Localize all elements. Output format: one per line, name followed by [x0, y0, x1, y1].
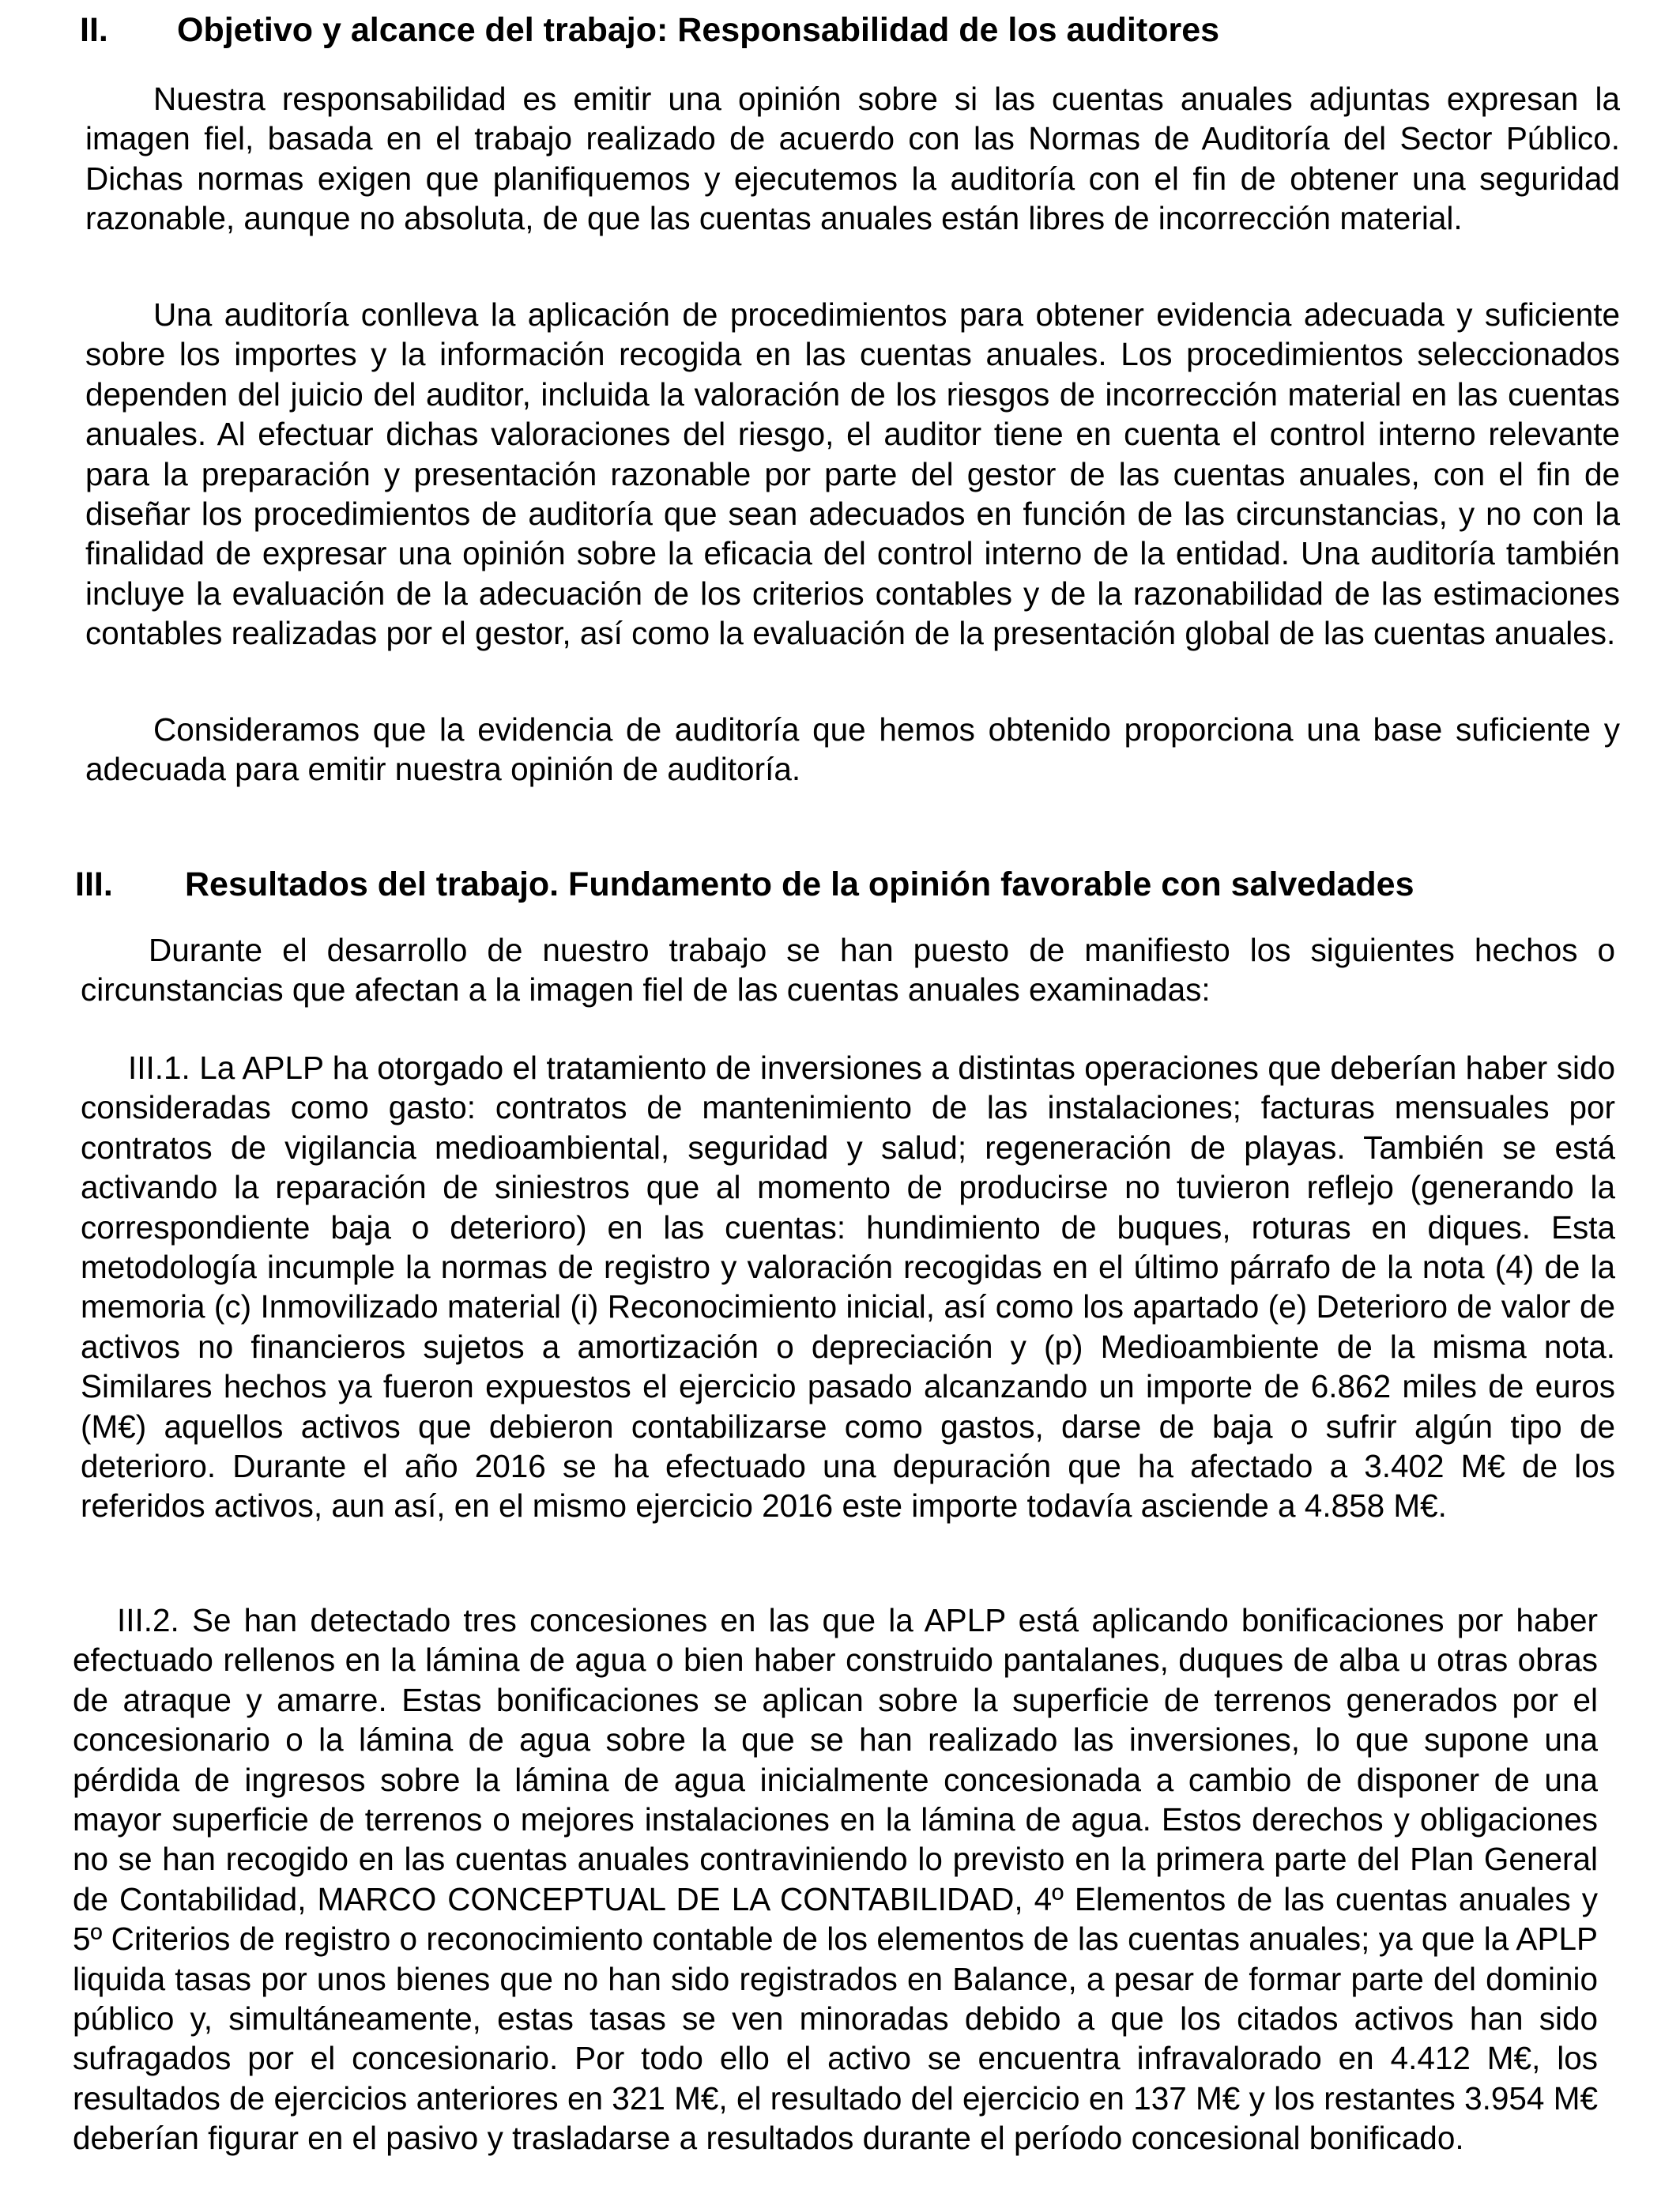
- section-ii-paragraph-1: Nuestra responsabilidad es emitir una opinión sobre si las cuentas anuales adjuntas expresan la imagen fiel, basada en el trabajo realizado de acuerdo con las Normas de Auditoría del Sector Público. Dichas normas exigen que planifiquemos y ejecutemos la auditoría con el fin de obtener una seguridad razonable, aunque no absoluta, de que las cuentas anuales están libres de incorrección material.: [85, 81, 1620, 237]
- section-ii-paragraph-3: Consideramos que la evidencia de auditoría que hemos obtenido proporciona una base suficiente y adecuada para emitir nuestra opinión de auditoría.: [85, 711, 1620, 788]
- section-ii-number: II.: [80, 11, 108, 49]
- section-ii-title: Objetivo y alcance del trabajo: Responsabilidad de los auditores: [177, 11, 1220, 49]
- section-iii-number: III.: [75, 865, 113, 903]
- finding-iii-1: III.1. La APLP ha otorgado el tratamiento de inversiones a distintas operaciones que deberían haber sido consideradas como gasto: contratos de mantenimiento de las instalaciones; facturas mensuales por contratos de vigilancia medioambiental, seguridad y salud; regeneración de playas. También se está activando la reparación de siniestros que al momento de producirse no tuvieron reflejo (generando la correspondiente baja o deterioro) en las cuentas: hundimiento de buques, roturas en diques. Esta metodología incumple la normas de registro y valoración recogidas en el último párrafo de la nota (4) de la memoria (c) Inmovilizado material (i) Reconocimiento inicial, así como los apartado (e) Deterioro de valor de activos no financieros sujetos a amortización o depreciación y (p) Medioambiente de la misma nota. Similares hechos ya fueron expuestos el ejercicio pasado alcanzando un importe de 6.862 miles de euros (M€) aquellos activos que debieron contabilizarse como gastos, darse de baja o sufrir algún tipo de deterioro. Durante el año 2016 se ha efectuado una depuración que ha afectado a 3.402 M€ de los referidos activos, aun así, en el mismo ejercicio 2016 este importe todavía asciende a 4.858 M€.: [81, 1050, 1615, 1525]
- section-iii-title: Resultados del trabajo. Fundamento de la opinión favorable con salvedades: [185, 865, 1414, 903]
- finding-iii-2: III.2. Se han detectado tres concesiones en las que la APLP está aplicando bonificaciones por haber efectuado rellenos en la lámina de agua o bien haber construido pantalanes, duques de alba u otras obras de atraque y amarre. Estas bonificaciones se aplican sobre la superficie de terrenos generados por el concesionario o la lámina de agua sobre la que se han realizado las inversiones, lo que supone una pérdida de ingresos sobre la lámina de agua inicialmente concesionada a cambio de disponer de una mayor superficie de terrenos o mejores instalaciones en la lámina de agua. Estos derechos y obligaciones no se han recogido en las cuentas anuales contraviniendo lo previsto en la primera parte del Plan General de Contabilidad, MARCO CONCEPTUAL DE LA CONTABILIDAD, 4º Elementos de las cuentas anuales y 5º Criterios de registro o reconocimiento contable de los elementos de las cuentas anuales; ya que la APLP liquida tasas por unos bienes que no han sido registrados en Balance, a pesar de formar parte del dominio público y, simultáneamente, estas tasas se ven minoradas debido a que los citados activos han sido sufragados por el concesionario. Por todo ello el activo se encuentra infravalorado en 4.412 M€, los resultados de ejercicios anteriores en 321 M€, el resultado del ejercicio en 137 M€ y los restantes 3.954 M€ deberían figurar en el pasivo y trasladarse a resultados durante el período concesional bonificado.: [73, 1602, 1598, 2157]
- section-iii-intro: Durante el desarrollo de nuestro trabajo se han puesto de manifiesto los siguientes hechos o circunstancias que afectan a la imagen fiel de las cuentas anuales examinadas:: [81, 932, 1615, 1008]
- section-ii-paragraph-2: Una auditoría conlleva la aplicación de procedimientos para obtener evidencia adecuada y suficiente sobre los importes y la información recogida en las cuentas anuales. Los procedimientos seleccionados dependen del juicio del auditor, incluida la valoración de los riesgos de incorrección material en las cuentas anuales. Al efectuar dichas valoraciones del riesgo, el auditor tiene en cuenta el control interno relevante para la preparación y presentación razonable por parte del gestor de las cuentas anuales, con el fin de diseñar los procedimientos de auditoría que sean adecuados en función de las circunstancias, y no con la finalidad de expresar una opinión sobre la eficacia del control interno de la entidad. Una auditoría también incluye la evaluación de la adecuación de los criterios contables y de la razonabilidad de las estimaciones contables realizadas por el gestor, así como la evaluación de la presentación global de las cuentas anuales.: [85, 296, 1620, 652]
